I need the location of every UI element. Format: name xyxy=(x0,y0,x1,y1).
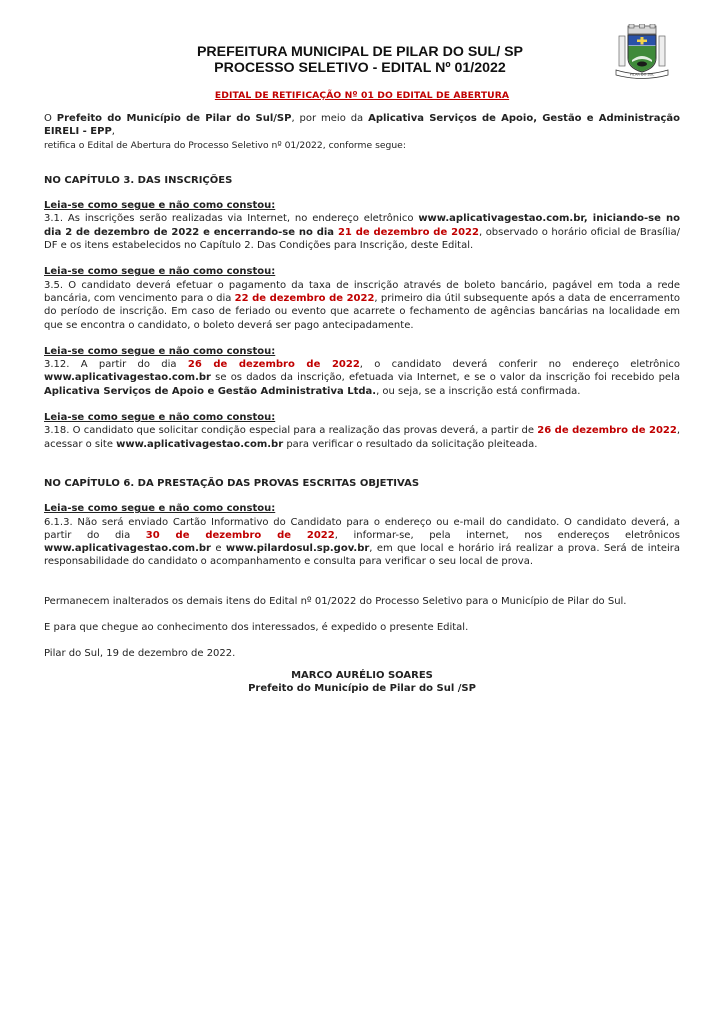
website-link-text: www.aplicativagestao.com.br xyxy=(116,438,284,450)
document-header xyxy=(60,44,660,76)
item-text: , em que local e horário irá realizar a prova. Será de inteira responsabilidade do candidato o acompanhamento e consulta para verificar o seu local de prova. xyxy=(44,543,681,568)
item-3-18 xyxy=(44,424,680,451)
item-text: , observado o horário oficial de Brasília/ DF e os itens estabelecidos no Capítulo 2. Das Condições para Inscrição, deste Edital. xyxy=(44,226,681,252)
leia-se-heading: Leia-se como segue e não como constou: xyxy=(44,266,276,278)
company-name: Aplicativa Serviços de Apoio e Gestão Administrativa Ltda. xyxy=(44,385,377,397)
intro-text: retifica o Edital de Abertura do Processo Seletivo nº 01/2022, conforme segue: xyxy=(44,139,406,151)
chapter6-title: NO CAPÍTULO 6. DA PRESTAÇÃO DAS PROVAS ESCRITAS OBJETIVAS xyxy=(44,477,420,489)
website-link-text: www.aplicativagestao.com.br xyxy=(44,543,211,555)
item-text: e xyxy=(210,543,226,555)
website-link-text: www.aplicativagestao.com.br xyxy=(44,372,211,384)
intro-text: , xyxy=(111,126,115,138)
item-6-1-3 xyxy=(44,516,680,569)
date-line: Pilar do Sul, 19 de dezembro de 2022. xyxy=(44,648,236,660)
document-body xyxy=(44,112,680,695)
highlight-date: 30 de dezembro de 2022 xyxy=(145,529,335,541)
leia-se-heading: Leia-se como segue e não como constou: xyxy=(44,412,276,424)
item-text: , primeiro dia útil subsequente após a data de encerramento do período de inscrição. Em caso de feriado ou evento que acarrete o fechamento de agências bancárias na localidade em que se encontra o candidato, o boleto deverá ser pago antecipadamente. xyxy=(44,292,680,331)
signatory-role: Prefeito do Município de Pilar do Sul /SP xyxy=(248,682,476,694)
leia-se-heading: Leia-se como segue e não como constou: xyxy=(44,200,276,212)
item-3-5 xyxy=(44,279,680,332)
intro-text: O xyxy=(44,113,57,124)
item-text: 3.12. A partir do dia xyxy=(44,359,188,371)
item-text: 6.1.3. Não será enviado Cartão Informativo do Candidato para o endereço ou e-mail do candidato. O candidato deverá, a partir do dia xyxy=(44,516,680,541)
document-subtitle: EDITAL DE RETIFICAÇÃO Nº 01 DO EDITAL DE ABERTURA xyxy=(214,90,510,101)
item-3-12 xyxy=(44,358,680,398)
item-text: , acessar o site xyxy=(44,425,681,450)
intro-authority: Prefeito do Município de Pilar do Sul/SP xyxy=(56,113,292,124)
item-text: se os dados da inscrição, efetuada via Internet, e se o valor da inscrição foi recebido pela xyxy=(210,372,680,384)
item-text: para verificar o resultado da solicitação pleiteada. xyxy=(283,438,538,450)
item-bold-text: www.aplicativagestao.com.br, iniciando-se no dia 2 de dezembro de 2022 e encerrando-se no dia xyxy=(44,213,681,238)
item-text: , o candidato deverá conferir no endereço eletrônico xyxy=(359,359,680,371)
chapter3-title: NO CAPÍTULO 3. DAS INSCRIÇÕES xyxy=(44,174,233,186)
intro-company: Aplicativa Serviços de Apoio, Gestão e Administração EIRELI - EPP xyxy=(44,113,680,138)
item-text: 3.5. O candidato deverá efetuar o pagamento da taxa de inscrição através de boleto bancário, pagável em toda a rede bancária, com vencimento para o dia xyxy=(44,279,680,304)
closing-paragraph: E para que chegue ao conhecimento dos interessados, é expedido o presente Edital. xyxy=(44,622,469,634)
highlight-date: 21 de dezembro de 2022 xyxy=(337,226,479,238)
closing-paragraph: Permanecem inalterados os demais itens do Edital nº 01/2022 do Processo Seletivo para o Município de Pilar do Sul. xyxy=(44,595,627,607)
item-text: , ou seja, se a inscrição está confirmada. xyxy=(376,385,581,397)
header-title-line2: PROCESSO SELETIVO - EDITAL Nº 01/2022 xyxy=(214,60,506,76)
leia-se-heading: Leia-se como segue e não como constou: xyxy=(44,503,276,515)
highlight-date: 26 de dezembro de 2022 xyxy=(537,425,677,437)
intro-paragraph xyxy=(44,112,680,152)
highlight-date: 22 de dezembro de 2022 xyxy=(234,292,375,304)
highlight-date: 26 de dezembro de 2022 xyxy=(187,359,360,371)
website-link-text: www.pilardosul.sp.gov.br xyxy=(225,543,370,555)
item-text: , informar-se, pela internet, nos endereços eletrônicos xyxy=(334,529,680,541)
intro-text: , por meio da xyxy=(291,113,369,124)
item-text: 3.18. O candidato que solicitar condição especial para a realização das provas deverá, a partir de xyxy=(44,425,538,437)
item-3-1 xyxy=(44,212,680,252)
header-title-line1: PREFEITURA MUNICIPAL DE PILAR DO SUL/ SP xyxy=(196,44,524,60)
signatory-name: MARCO AURÉLIO SOARES xyxy=(291,669,433,681)
item-text: 3.1. As inscrições serão realizadas via Internet, no endereço eletrônico xyxy=(44,213,419,225)
leia-se-heading: Leia-se como segue e não como constou: xyxy=(44,345,276,357)
crest-motto: PILAR DO SUL xyxy=(629,72,655,77)
